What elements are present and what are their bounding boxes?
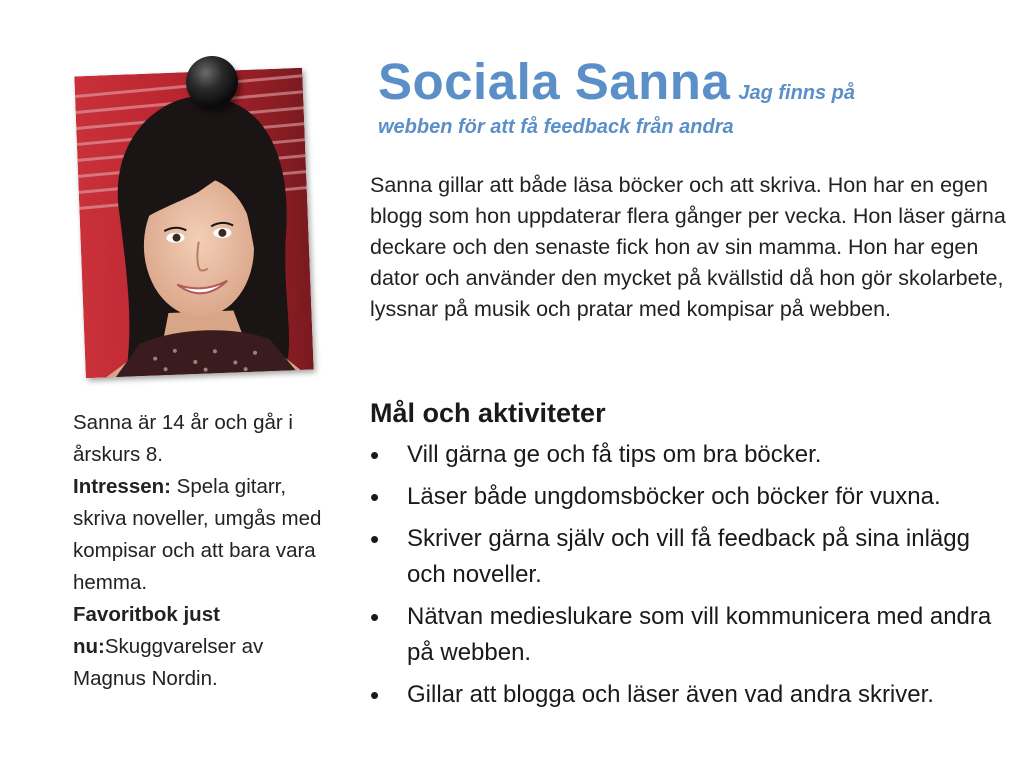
interests-value: Spela gitarr, skriva noveller, umgås med kompisar och att bara vara hemma. [73, 475, 322, 594]
favorite-book-label: Favoritbok just nu: [73, 603, 220, 658]
goal-text: Skriver gärna själv och vill få feedback på sina inlägg och noveller. [407, 525, 970, 588]
goals-section [370, 398, 1010, 719]
goal-text: Nätvan medieslukare som vill kommunicera med andra på webben. [407, 603, 992, 666]
profile-photo [74, 68, 313, 379]
goals-list [370, 437, 1010, 713]
subtitle-part-2: webben för att få feedback från andra [378, 116, 734, 138]
subtitle-part-1: Jag finns på [738, 82, 856, 104]
goal-text: Vill gärna ge och få tips om bra böcker. [407, 441, 822, 468]
page-title: Sociala Sanna [378, 53, 731, 110]
age-text: Sanna är 14 år och går i årskurs 8. [73, 411, 293, 466]
goal-item [370, 437, 1010, 473]
profile-facts [73, 407, 323, 695]
interests-label: Intressen: [73, 475, 171, 498]
description-paragraph: Sanna gillar att både läsa böcker och att skriva. Hon har en egen blogg som hon uppdaterar flera gånger per vecka. Hon läser gärna deckare och den senaste fick hon av sin mamma. Hon har egen dator och använder den mycket på kvällstid då hon gör skolarbete, lyssnar på musik och pratar med kompisar på webben. [370, 173, 1006, 321]
interests [73, 471, 323, 599]
pushpin-icon [186, 56, 238, 108]
title-block [378, 52, 998, 111]
portrait-photo [74, 68, 313, 379]
goal-item [370, 521, 1010, 593]
goal-item [370, 479, 1010, 515]
bullet-icon: • [370, 482, 380, 512]
favorite-book [73, 599, 323, 695]
goal-text: Läser både ungdomsböcker och böcker för vuxna. [407, 483, 941, 510]
goal-text: Gillar att blogga och läser även vad andra skriver. [407, 681, 934, 708]
bullet-icon: • [370, 602, 380, 632]
bullet-icon: • [370, 524, 380, 554]
bullet-icon: • [370, 680, 380, 710]
favorite-book-value: Skuggvarelser av Magnus Nordin. [73, 635, 264, 690]
goal-item [370, 677, 1010, 713]
bullet-icon: • [370, 440, 380, 470]
goals-heading: Mål och aktiviteter [370, 398, 606, 428]
goal-item [370, 599, 1010, 671]
